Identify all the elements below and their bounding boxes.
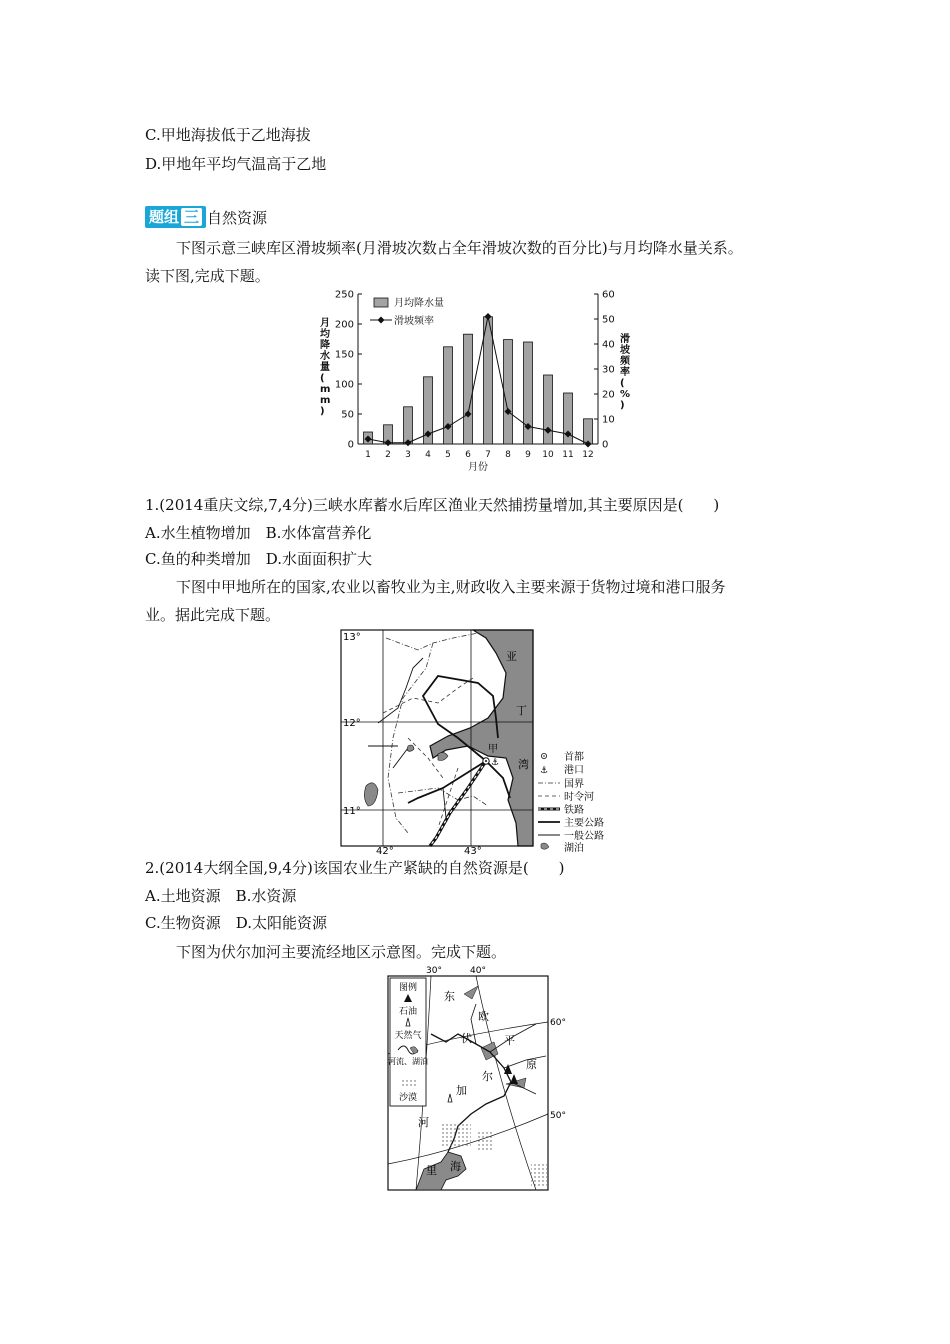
label-he: 河 (418, 1116, 429, 1129)
y-tick-label-left: 0 (347, 439, 354, 451)
djibouti-map (338, 628, 618, 854)
desert-3 (531, 1162, 547, 1188)
x-tick-label: 12 (582, 450, 594, 460)
option-c: C.甲地海拔低于乙地海拔 (145, 126, 311, 144)
legend-main-road: 主要公路 (564, 818, 604, 829)
legend-lake: 湖泊 (564, 843, 584, 854)
y-tick-label-right: 30 (602, 364, 615, 376)
legend-line-marker (378, 317, 385, 324)
y-tick-label-left: 50 (341, 409, 354, 421)
y-tick-label-left: 100 (334, 379, 354, 391)
legend-border: 国界 (564, 779, 584, 790)
label-fu: 伏 (461, 1032, 472, 1045)
x-tick-label: 5 (445, 450, 451, 460)
x-tick-label: 6 (465, 450, 471, 460)
lat-label-50: 50° (550, 1111, 566, 1121)
legend-river-lake: 河流、湖泊 (388, 1057, 428, 1066)
y-tick-label-right: 20 (602, 389, 615, 401)
label-ou: 欧 (478, 1010, 489, 1023)
x-tick-label: 11 (562, 450, 574, 460)
q1-options-ab: A.水生植物增加 B.水体富营养化 (145, 524, 372, 542)
volga-map (386, 964, 572, 1192)
lake-assal (438, 752, 448, 760)
svg-text:⚓: ⚓ (540, 766, 549, 776)
reservoir-1 (464, 986, 478, 999)
x-axis-label: 月份 (468, 462, 488, 473)
y-tick-label-right: 40 (602, 339, 615, 351)
desert-2 (478, 1132, 494, 1150)
legend-gas: 天然气 (394, 1031, 422, 1041)
x-tick-label: 1 (365, 450, 371, 460)
x-tick-label: 9 (525, 450, 531, 460)
desert-1 (441, 1122, 471, 1148)
y-axis-label-left: 月均降水量( m m ) (320, 318, 331, 417)
lat-label-60: 60° (550, 1018, 566, 1028)
precip-bar (484, 317, 493, 444)
y-tick-label-right: 60 (602, 289, 615, 301)
lat-label-11: 11° (343, 806, 361, 817)
label-jia2: 加 (456, 1084, 467, 1097)
legend-title: 图例 (398, 983, 418, 993)
legend-capital: 首都 (564, 752, 584, 763)
precip-landslide-chart (310, 286, 640, 478)
lake-small (407, 745, 414, 751)
intro2-line1: 下图中甲地所在的国家,农业以畜牧业为主,财政收入主要来源于货物过境和港口服务 (176, 578, 726, 596)
legend-bar-swatch (374, 298, 388, 307)
label-ping: 平 (504, 1034, 515, 1047)
oil-marker-2 (510, 1074, 518, 1084)
y-axis-label-right: 滑坡频率( % ) (620, 334, 631, 411)
precip-bar (504, 340, 513, 444)
label-li: 里 (426, 1164, 437, 1177)
precip-bar (404, 407, 413, 444)
q1-stem: 1.(2014重庆文综,7,4分)三峡水库蓄水后库区渔业天然捕捞量增加,其主要原因是( ) (145, 496, 720, 514)
legend-oil: 石油 (398, 1007, 418, 1017)
landslide-line (368, 317, 588, 445)
y-tick-label-right: 0 (602, 439, 609, 451)
gas-marker (448, 1094, 452, 1102)
seasonal-river (383, 678, 473, 828)
legend-line-label: 滑坡频率 (394, 316, 434, 327)
legend-general-road: 一般公路 (564, 831, 604, 842)
section-badge (145, 206, 206, 228)
precip-bar (584, 419, 593, 444)
q2-options-cd: C.生物资源 D.太阳能资源 (145, 914, 327, 932)
section-badge-label: 题组 (149, 208, 180, 226)
map2-legend (388, 978, 428, 1106)
lon-label-42: 42° (376, 846, 394, 854)
label-ding: 丁 (516, 704, 527, 717)
port-marker: ⚓ (491, 758, 500, 768)
lake-abbe (364, 783, 378, 806)
y-tick-label-left: 150 (334, 349, 354, 361)
x-tick-label: 7 (485, 450, 491, 460)
y-tick-label-right: 50 (602, 314, 615, 326)
y-tick-label-left: 250 (334, 289, 354, 301)
label-er: 尔 (482, 1070, 493, 1083)
label-dong: 东 (444, 990, 455, 1003)
x-tick-label: 2 (385, 450, 391, 460)
x-tick-label: 8 (505, 450, 511, 460)
q2-options-ab: A.土地资源 B.水资源 (145, 887, 297, 905)
option-d: D.甲地年平均气温高于乙地 (145, 155, 327, 173)
lat-label-13: 13° (343, 632, 361, 643)
legend-port: 港口 (564, 765, 584, 776)
x-tick-label: 3 (405, 450, 411, 460)
section-badge-number: 三 (181, 208, 202, 226)
intro2-line2: 业。据此完成下题。 (145, 606, 281, 624)
intro1-line1: 下图示意三峡库区滑坡频率(月滑坡次数占全年滑坡次数的百分比)与月均降水量关系。 (176, 239, 743, 257)
lon-label-43: 43° (464, 846, 482, 854)
y-tick-label-left: 200 (334, 319, 354, 331)
legend-bar-label: 月均降水量 (394, 298, 444, 309)
label-ya: 亚 (506, 650, 517, 663)
q2-stem: 2.(2014大纲全国,9,4分)该国农业生产紧缺的自然资源是( ) (145, 859, 565, 877)
label-hai: 海 (450, 1160, 461, 1173)
section-title: 自然资源 (207, 209, 268, 227)
precip-bar (464, 334, 473, 444)
legend-desert: 沙漠 (398, 1093, 418, 1103)
map1-legend (538, 750, 604, 854)
label-jia: 甲 (488, 744, 498, 755)
q1-options-cd: C.鱼的种类增加 D.水面面积扩大 (145, 550, 372, 568)
label-yuan: 原 (526, 1058, 537, 1071)
y-tick-label-right: 10 (602, 414, 615, 426)
intro1-line2: 读下图,完成下题。 (145, 267, 270, 285)
intro3-line1: 下图为伏尔加河主要流经地区示意图。完成下题。 (176, 943, 507, 961)
label-wan: 湾 (518, 758, 529, 771)
legend-seasonal-river: 时令河 (564, 792, 594, 803)
lat-label-12: 12° (343, 718, 361, 729)
legend-railway: 铁路 (564, 805, 584, 816)
x-tick-label: 4 (425, 450, 431, 460)
lon-label-30: 30° (426, 966, 442, 976)
lon-label-40: 40° (470, 966, 486, 976)
x-tick-label: 10 (542, 450, 554, 460)
